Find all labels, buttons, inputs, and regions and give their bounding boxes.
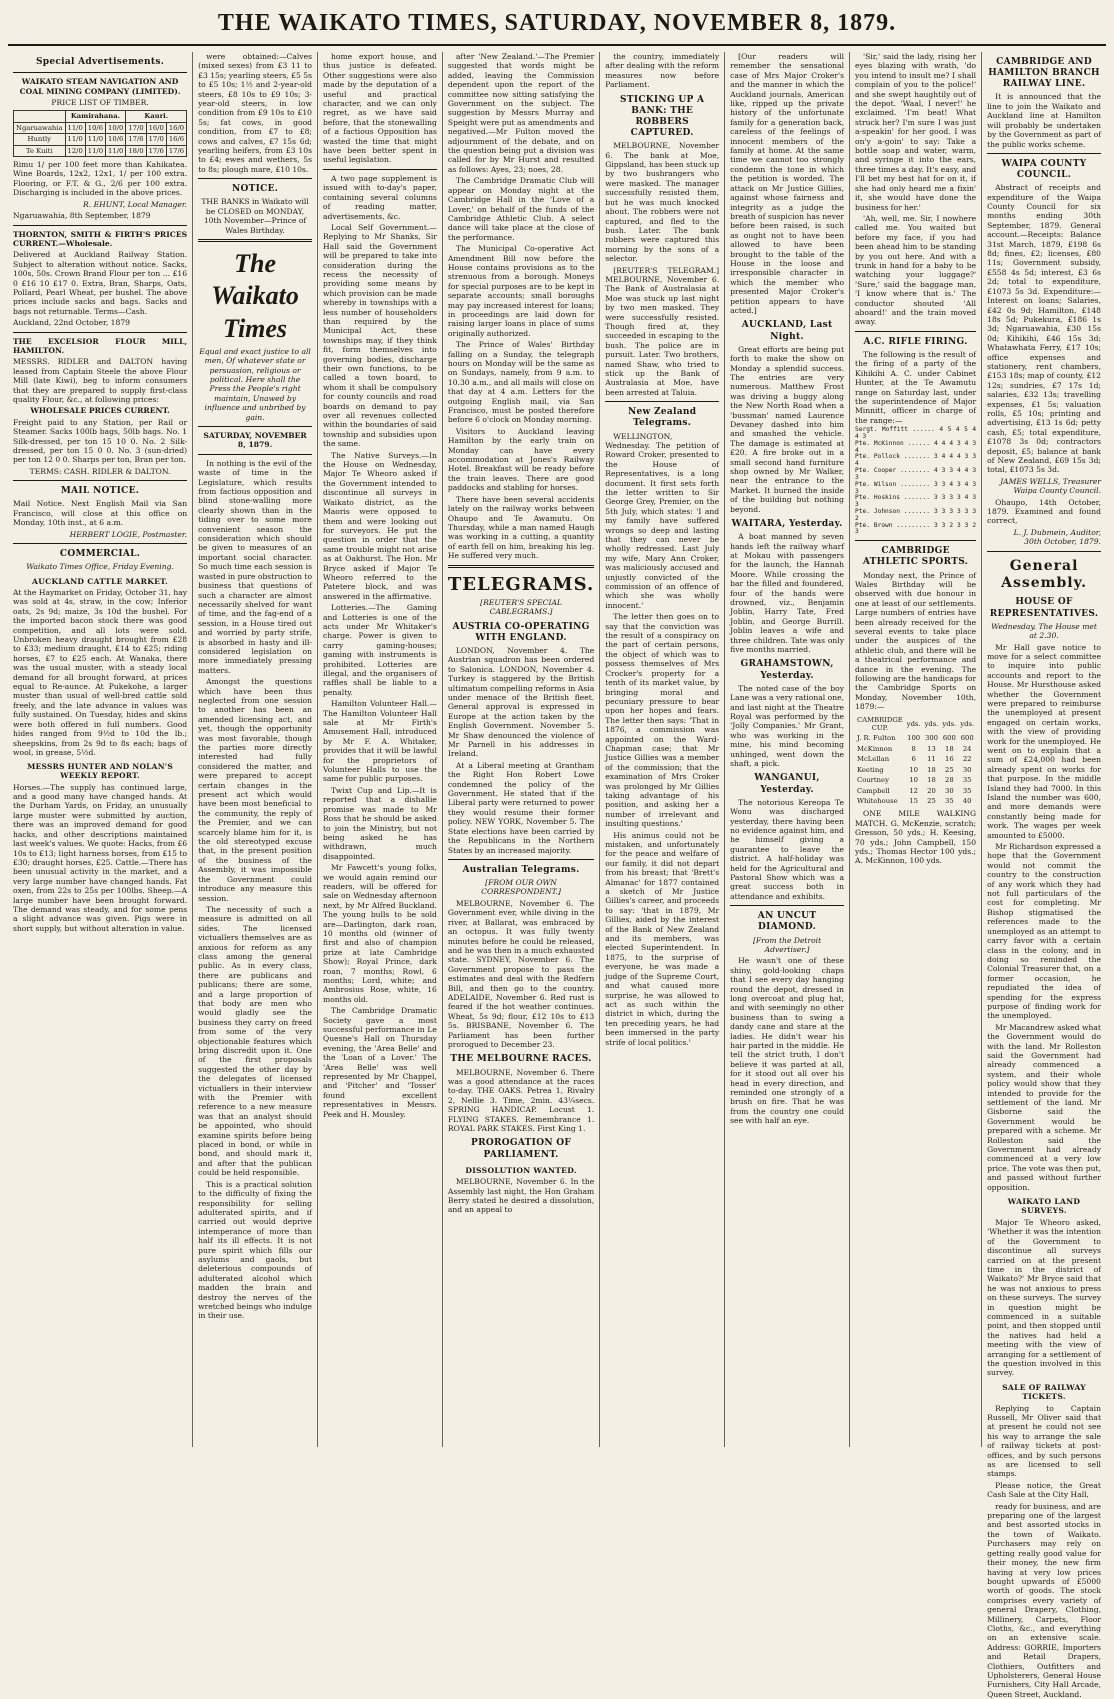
table-cell: 300: [925, 734, 938, 743]
article-paragraph: The noted case of the boy Lane was a very rational one, and last night at the Theatre Royal was performed by the 'Jolly Companies.' Mr Grant, who was working in the mine, his mind becoming unhinged, went down the shaft, a pick.: [730, 683, 845, 768]
article-paragraph: Abstract of receipts and expenditure of the Waipa County Council for six months ending 30th September, 1879. General account.—Receipts: Balance 31st March, 1879, £198 6s 8d; fines, £2; licenses, £80 11s; Government subsidy, £558 4s 5d; interest, £3 6s 2d; total to expenditure, £1073 5s 3d. Expenditure:—Interest on loans; Salaries, £42 0s 9d; Hamilton, £148 18s 5d; Pukekura, £186 1s 3d; Ngaruawahia, £30 15s 0d; Kihikihi, £46 15s 3d; Whatawhata Ferry, £17 10s; office expenses and stationery, rent chambers, £153 18s; map of county, £12 12s; sundries, £7 17s 1d; salaries, £32 13s; travelling expenses, £1 5s; valuation rolls, £5 10s; printing and advertising, £13 1s 6d; petty cash, £5; total expenditure, £1078 3s 0d; contractors deposit, £5; balance at bank of New Zealand, £69 15s 3d; total, £1073 5s 3d.: [987, 183, 1101, 475]
table-cell: 17/6: [126, 134, 146, 145]
australian-telegrams-heading: Australian Telegrams.: [462, 864, 580, 875]
article-paragraph: Lotteries.—The Gaming and Lotteries is one of the acts under Mr Whitaker's charge. Power is given to carry gaming-houses; gaming with instruments is prohibited. Lotteries are illegal, and the organisers of raffles shall be liable to a penalty.: [323, 603, 437, 697]
table-cell: 25: [945, 765, 954, 774]
table-cell: 18: [945, 744, 954, 753]
excelsior-price-list: Freight paid to any Station, per Rail or Steamer. Sacks 100lb bags, 50lb bags. No. 1 Silk-dressed, per ton 15 10 0. No. 2 Silk-dressed, per ton 15 0 0. No. 3 (sun-dried) per ton 12 0 0. Sharps per ton, Bran per ton.: [13, 417, 188, 465]
house-heading: HOUSE OF REPRESENTATIVES.: [989, 597, 1099, 619]
commercial-subheading: Waikato Times Office, Friday Evening.: [26, 562, 174, 572]
article-paragraph: 'Ah, well, me. Sir, I nowhere called me. You waited but before my face, if you had been ahead him to be standing by you out here. And with a trunk in hand for a baby to be watching your luggage?' 'Sure,' said the baggage man, 'I know where that is.' The conductor shouted 'All aboard!' and the train moved away.: [855, 213, 977, 327]
table-cell: 18: [927, 765, 936, 774]
article-paragraph: There have been several accidents lately on the railway works between Ohaupo and Te Awamutu. On Thursday, while a man named Haugh was working in a cutting, a quantity of earth fell on him, breaking his leg. He suffered very much.: [447, 494, 595, 561]
table-header-cell: CAMBRIDGE CUP.: [857, 715, 903, 733]
article-paragraph: The Prince of Wales' Birthday falling on a Sunday, the telegraph hours on Monday will be the same as on Sundays, namely, from 9 a.m. to 10.30 a.m., and all mails will close on that day at 4 a.m. Letters for the outgoing English mail, via San Francisco, must be posted therefore before 6 o'clock on Monday morning.: [447, 340, 595, 425]
table-row: [855, 775, 976, 785]
article-paragraph: [REUTER'S TELEGRAM.] MELBOURNE, November 6. The Bank of Australasia at Moe was stuck up last night by two men masked. They were successfully resisted. Though fired at, they succeeded in escaping to the bush. The police are in pursuit. Later. Two brothers, named Shaw, who tried to stick up the Bank of Australasia at Moe, have been arrested at Taluia.: [605, 265, 720, 397]
article-paragraph: It is announced that the line to join the Waikato and Auckland line at Hamilton will probably be undertaken by the Government as part of the public works scheme.: [987, 92, 1101, 149]
auckland-heading: AUCKLAND, Last Night.: [741, 320, 833, 342]
table-cell: 600: [960, 734, 974, 743]
column-1: [8, 52, 193, 1447]
table-cell: McKinnon: [857, 744, 893, 753]
list-item: Pte. Johnson ....... 3 3 3 3 3 3 2: [855, 507, 977, 522]
table-row: [855, 733, 976, 743]
table-cell: 10/0: [106, 122, 126, 133]
table-cell: 22: [962, 755, 972, 764]
article-paragraph: A two page supplement is issued with to-day's paper, containing several columns of reading matter, advertisements, &c.: [323, 173, 437, 221]
article-paragraph: Mr Richardson expressed a hope that the Government would not commit the country to the construction of any work which they had not full particulars of the cost for completing. Mr Bishop stigmatised the references made to the unemployed as an attempt to carry favor with a certain class in the colony, and in doing so reminded the Colonial Treasurer that, on a former occasion, he repudiated the idea of spending for the express purpose of finding work for the unemployed.: [987, 842, 1101, 1021]
steam-nav-date: Ngaruawahia, 8th September, 1879: [13, 211, 151, 221]
article-paragraph: MELBOURNE, November 6. There was a good attendance at the races to-day. THE OAKS. Petrea 1, Rivalry 2, Nellie 3. Time, 2min. 43¼secs. SPRING HANDICAP. Locust 1. FLYING STAKES. Remembrance 1. ROYAL PARK STAKES. First King 1.: [447, 1067, 595, 1133]
table-cell: 11/0: [85, 134, 105, 145]
leader-paragraph: Amongst the questions which have been thus neglected from one session to another has been an amended licensing act, and yet, though the opportunity was most favorable, though the parties more directly interested had fully considered the matter, and were prepared to accept certain changes in the present act which would have been most beneficial to the community, the reply of the Premier, and we can scarcely blame him for it, is the old stereotyped excuse that, in the present position of the business of the Assembly, it was impossible the Government could introduce any measure this session.: [198, 677, 312, 903]
cup-handicap-table: [855, 715, 976, 807]
article-paragraph: The following is the result of the firing of a party of the Kihikihi A. C. under Cabinet Hunter, at the Te Awamutu range on Saturday last, under the superintendence of Major Minnitt, officer in charge of the range:—: [855, 349, 977, 425]
rifle-firing-heading: A.C. RIFLE FIRING.: [863, 336, 968, 347]
table-row: [855, 786, 976, 796]
table-row: [855, 796, 976, 806]
list-item: Pte. Cooper ........ 4 3 3 4 4 3 3: [855, 467, 977, 481]
article-paragraph: He wasn't one of these shiny, gold-looking chaps that I see every day hanging round the depot, dressed in long overcoat and plug hat, and with seemingly no other business than to swing a dandy cane and stare at the ladies. He didn't wear his hair parted in the middle. He tell the strict truth, I don't believe it was parted at all, for it stood out all over his head in every direction, and reminded one strongly of a brush on fire. That he was from the country one could see with half an eye.: [730, 956, 845, 1126]
table-header-row: [14, 111, 187, 122]
table-cell: 10: [909, 776, 918, 785]
thornton-ad-body: Delivered at Auckland Railway Station. Subject to alteration without notice. Sacks, 100s, 50s. Crown Brand Flour per ton ... £16 0 £16 10 £17 0. Extra, Bran, Sharps, Oats, Pollard, Pearl Wheat, per bushel. The above prices include sacks and bags. Sacks and bags not returnable. Terms—Cash.: [13, 250, 188, 316]
table-cell: 17/6: [146, 145, 166, 156]
austria-heading: AUSTRIA CO-OPERATING WITH ENGLAND.: [452, 621, 590, 643]
table-header-row: [855, 715, 976, 734]
article-paragraph: Mr Hall gave notice to move for a select committee to inquire into public accounts and report to the House. Mr Hursthouse asked whether the Government were prepared to reimburse the unemployed at present engaged on certain works, with the view of providing work for the unemployed. He went on to explain that a sum of £24,000 had been already spent on works for that purpose. In the middle Island they had 7000. In this Island the number was 600, and more demands were constantly being made for work. The wages per week amounted to £5000.: [987, 642, 1101, 840]
table-cell: 35: [962, 776, 972, 785]
table-cell: 40: [962, 796, 972, 805]
article-paragraph: Monday next, the Prince of Wales Birthday will be observed with due honour in one at least of our settlements. Large numbers of entries have been already received for the several events to take place under the auspices of the athletic club, and there will be a theatrical performance and dance in the evening. The following are the handicaps for the Cambridge Sports on Monday, November 10th, 1879:—: [855, 570, 977, 712]
bank-robbery-heading: STICKING UP A BANK: THE ROBBERS CAPTURED.: [620, 94, 705, 139]
table-cell: Whitehouse: [857, 796, 898, 805]
table-cell: 25: [927, 796, 936, 805]
bank-notice-heading: NOTICE.: [231, 184, 279, 195]
uncut-diamond-heading: AN UNCUT DIAMOND.: [757, 911, 817, 933]
table-cell: 11/0: [85, 145, 105, 156]
telegrams-heading: TELEGRAMS.: [447, 573, 595, 595]
list-item: Pte. Hoskins ....... 3 3 3 3 4 3 3: [855, 494, 977, 509]
table-cell: Courtney: [857, 776, 889, 785]
article-paragraph: LONDON, November 4. The Austrian squadron has been ordered to Salonica. LONDON, November 4. Turkey is staggered by the British ultimatum compelling reforms in Asia under menace of the British fleet. General approval is expressed in Europe at the action taken by the English Government. November 5. Mr Shaw denounced the violence of Mr Parnell in his addresses in Ireland.: [447, 645, 595, 759]
table-cell: 30: [962, 765, 972, 774]
article-paragraph: Great efforts are being put forth to make the show on Monday a splendid success. The entries are very numerous. Matthew Frost was driving a buggy along the New North Road when a 'bussman' named Laurence Devaney dashed into him and smashed the vehicle. The damage is estimated at £20. A fire broke out in a small second hand furniture shop owned by Mr Walker, near the entrance to the Market. It burned the inside of the building but nothing beyond.: [730, 344, 845, 514]
cattle-market-body: At the Haymarket on Friday, October 31, hay was sold at 4s, straw, in the cow; Inferior oats, 2s 9d; maize, 3s 10d the bushel. For the imported bacon stock there was good competition, and all lots were sold. Unbroken heavy draught brought from £28 to £33; medium draught, £14 to £25; riding horses, £7 to £25 each. At Wanaka, there was the usual muster, with a steady local demand for all brought forward, at prices equal to Re-aunce. At Pukekohe, a larger muster than usual of well-bred cattle sold freely, and the late advance in values was fully sustained. On Tuesday, hides and skins were both offered in full numbers. Good hides ranged from 9½d to 10d the lb.; sheepskins, from 2s 9d to 8s each; bags of wool, in grease, 5½d.: [13, 588, 188, 757]
article-paragraph: His animus could not be mistaken, and unfortunately for the peace and welfare of our family, it did not depart from his breast; that 'Brett's Almanac' for 1877 contained a sketch of Mr Justice Gillies's career, and proceeds to say: 'that in 1879, Mr Gillies, aided by the interest of the Bank of New Zealand and its members, was elected Superintendent. In 1875, to the surprise of everyone, he was made a judge of the Supreme Court, and what caused more surprise, he was allowed to act as such within the district in which, during the ten preceding years, he had been immersed in the party strife of local politics.': [605, 830, 720, 1047]
article-paragraph: At a Liberal meeting at Grantham the Right Hon Robert Lowe condemned the policy of the Government. He stated that if the Liberal party were returned to power they would resume their former policy. NEW YORK, November 5. The State elections have been carried by the Republicans in the Northern States by an increased majority.: [447, 760, 595, 855]
continued-report: were obtained:—Calves (mixed sexes) from £3 11 to £3 15s; yearling steers, £5 5s to £5 10s; 1½ and 2-year-old steers, £8 10s to £9 10s; 3-year-old steers, in low condition from £9 10s to £10 5s; fat cows, in good condition, from £7 to £8; cows and calves, £7 15s 6d; yearling heifers, from £3 10s to £4; ewes and wethers, 5s to 8s; plough mare, £10 10s.: [198, 52, 312, 174]
article-paragraph: MELBOURNE, November 6. In the Assembly last night, the Hon Graham Berry stated he desired a dissolution, and an appeal to: [447, 1177, 595, 1215]
mail-notice-signature: HERBERT LOGIE, Postmaster.: [69, 529, 188, 539]
prorogation-heading: PROROGATION OF PARLIAMENT.: [471, 1138, 572, 1160]
article-paragraph: Hamilton Volunteer Hall.—The Hamilton Volunteer Hall sale at Mr Firth's Amusement Hall, introduced by Mr F. A. Whitaker, provides that it will be lawful for the proprietors of Volunteer Halls to use the same for public purposes.: [323, 699, 437, 784]
leader-paragraph: This is a practical solution to the difficulty of fixing the responsibility for selling adulterated spirits, and if carried out would deprive intemperance of more than half its ill effects. It is not pure spirit which fills our asylums and gaols, but deleterious compounds of adulterated alcohol which madden the brain and destroy the nerves of the wretched beings who indulge in their use.: [198, 1179, 312, 1321]
article-paragraph: The Cambridge Dramatic Society gave a most successful performance in Le Quesne's Hall on Thursday evening, the 'Area Belle' and the 'Loan of a Lover.' The 'Area Belle' was well represented by Mr Chappel, and 'Pitcher' and 'Tosser' found excellent representatives in Messrs. Peek and H. Mousley.: [323, 1006, 437, 1119]
table-cell: 600: [942, 734, 956, 743]
table-cell: 11: [927, 755, 936, 764]
table-cell: 8: [911, 744, 916, 753]
article-paragraph: The notorious Kereopa Te Wonu was discharged yesterday, there having been no evidence against him, and he himself giving a guarantee to leave the district. A half-holiday was held for the Agricultural and Pastoral Show which was a great success both in attendance and exhibits.: [730, 797, 845, 901]
article-paragraph: The letter then goes on to say that the conviction was the result of a conspiracy on the part of certain persons, the object of which was to possess themselves of Mrs Crocker's property for a tenth of its market value, by bringing moral and pecuniary pressure to bear upon her hopes and fears. The letter then says: 'That in 1876, a commission was appointed on the Ward-Chapman case; that Mr Justice Gillies was a member of the commission; that the examination of Mrs Croker was prolonged by Mr Gillies taking advantage of his position, and asking her a number of irrelevant and insulting questions.': [605, 612, 720, 829]
excelsior-terms: TERMS: CASH. RIDLER & DALTON.: [29, 466, 171, 476]
steam-nav-signature: R. EHUNT, Local Manager.: [83, 199, 188, 209]
list-item: Sergt. Moffitt ...... 4 5 4 5 4 4 3: [855, 426, 977, 440]
issue-date: SATURDAY, NOVEMBER 8, 1879.: [203, 431, 307, 450]
article-paragraph: The Municipal Co-operative Act Amendment Bill now before the House contains provisions as to the strenuous from a borough. Moneys for special purposes are to be kept in separate accounts; small boroughs may pay increased interest for loans; in proceedings are laid down for raising larger loans in place of sums originally authorized.: [447, 244, 595, 338]
article-paragraph: Mr Macandrew asked what the Government would do with the land. Mr Rolleston said the Government had already commenced a system, and their whole policy would show that they intended to provide for the settlement of the land. Mr Gisborne said the Government would be prepared with a scheme. Mr Rolleston said the Government had already commenced at a very low price. The vote was then put, and passed without further opposition.: [987, 1022, 1101, 1192]
special-ads-heading: Special Advertisements.: [35, 57, 165, 67]
excelsior-prices-heading: WHOLESALE PRICES CURRENT.: [30, 406, 170, 416]
article-paragraph: The Cambridge Dramatic Club will appear on Monday night at the Cambridge Hall in the 'Love of a Lover,' on behalf of the funds of the Cambridge Athletic Club. A select dance will take place at the close of the performance.: [447, 176, 595, 242]
article-paragraph: after 'New Zealand.'—The Premier suggested that words might be added, leaving the Commission dependent upon the report of the committee now sitting satisfying the Government on the subject. The suggestion by Messrs Murray and Speight were put as amendments and negatived.—Mr Fulton moved the adjournment of the debate, and on the question being put a division was called for by Mr Hurst and resulted as follows: Ayes, 23; noes, 28.: [447, 52, 595, 174]
land-surveys-heading: WAIKATO LAND SURVEYS.: [1007, 1197, 1081, 1216]
article-paragraph: Visitors to Auckland leaving Hamilton by the early train on Monday can have every accommodation at Jones's Railway Hotel. Breakfast will be ready before the train leaves. There are good paddocks and stabling for horses.: [447, 426, 595, 493]
excelsior-ad-body: MESSRS. RIDLER and DALTON having leased from Captain Steele the above Flour Mill (late Kiwi), beg to inform consumers that they are prepared to supply first-class quality Flour, &c., at following prices:: [13, 357, 188, 404]
column-2: [193, 52, 318, 1447]
mail-notice-heading: MAIL NOTICE.: [60, 486, 140, 497]
weekly-report-heading: MESSRS HUNTER AND NOLAN'S WEEKLY REPORT.: [27, 762, 173, 781]
article-paragraph: the country, immediately after dealing with the reform measures now before Parliament.: [605, 52, 720, 90]
table-header-cell: Kauri.: [126, 111, 187, 122]
column-5: [600, 52, 725, 1447]
general-assembly-heading: General Assembly.: [1001, 557, 1087, 592]
column-4: [443, 52, 600, 1447]
list-item: Pte. Wilson ........ 3 3 4 3 4 3 3: [855, 480, 977, 495]
column-8: [982, 52, 1106, 1699]
table-cell: 24: [962, 744, 972, 753]
waipa-council-heading: WAIPA COUNTY COUNCIL.: [1001, 158, 1087, 181]
table-cell: 10: [909, 765, 918, 774]
newspaper-flag: The Waikato Times: [211, 249, 299, 343]
article-paragraph: A boat manned by seven hands left the railway wharf at Mokau with passengers for the launch, the Hannah Moore. While crossing the bar the filled and foundered, four of the hands were drowned, viz., Benjamin Joblin, Harry Tate, Fred Joblin, and George Burrill. Joblin leaves a wife and three children. Tate was only five months married.: [730, 532, 845, 655]
table-cell: 17/0: [146, 134, 166, 145]
railway-heading: CAMBRIDGE AND HAMILTON BRANCH RAILWAY LINE.: [988, 57, 1100, 90]
table-row: [14, 134, 187, 145]
table-header-cell: [14, 111, 66, 122]
article-paragraph: MELBOURNE, November 6. The bank at Moe, Gippsland, has been stuck up by two bushrangers who were masked. The manager successfully resisted them, but he was much knocked about. The robbers were not captured, and fled to the bush. Later. The bank robbers were captured this morning by the sons of a selector.: [605, 141, 720, 264]
table-row: [855, 765, 976, 775]
page-title: THE WAIKATO TIMES, SATURDAY, NOVEMBER 8, 1879.: [217, 10, 897, 36]
steam-nav-ad-title: WAIKATO STEAM NAVIGATION AND COAL MINING COMPANY (LIMITED).: [19, 77, 181, 96]
wanganui-heading: WANGANUI, Yesterday.: [754, 773, 820, 795]
table-cell: 11/0: [65, 122, 85, 133]
table-cell: Ngaruawahia: [14, 122, 66, 133]
telegrams-subheading: [REUTER'S SPECIAL CABLEGRAMS.]: [480, 597, 562, 617]
table-cell: 13: [927, 744, 936, 753]
table-cell: 28: [945, 776, 954, 785]
grahamstown-heading: GRAHAMSTOWN, Yesterday.: [740, 659, 834, 681]
table-row: [14, 145, 187, 156]
dissolution-subheading: DISSOLUTION WANTED.: [465, 1165, 577, 1175]
advert-lead: Please notice, the Great Cash Sale at the City Hall,: [987, 1480, 1101, 1500]
table-cell: 10/6: [106, 134, 126, 145]
table-cell: 11/0: [65, 134, 85, 145]
article-paragraph: home export house, and thus justice is defeated. Other suggestions were also made by the deputation of a useful and practical character, and we can only regret, as we have said before, that the stonewalling of a factious Opposition has wasted the time that might have been better spent in useful legislation.: [323, 52, 437, 165]
article-paragraph: 'Sir,' said the lady, rising her eyes blazing with wrath, 'do you intend to insult me? I shall complain of you to the police!' and she swept haughtily out of the depot. 'Waal, I never!' he exclaimed. 'I'm beat! What struck her? I'm sure I was just a-speakin' for her good. I was on'y a-goin' to say: Take a bottle soap and water, warm, and syringe it into the ears, three times a day. It's easy, and I'll bet my best hat for on it, if she had only heard me a fixin' it, she would have done the business for her.': [855, 52, 977, 212]
commercial-heading: COMMERCIAL.: [59, 549, 141, 560]
article-paragraph: The Native Surveys.—In the House on Wednesday, Major Te Wheoro asked if the Government intended to discontinue all surveys in Waikato district, as the Maoris were opposed to them and were looking out for surveyors. He put the question in order that the same trouble might not arise as at Oakhurst. The Hon. Mr Bryce asked if Major Te Wheoro referred to the Patetere block, and was answered in the affirmative.: [323, 450, 437, 601]
steam-nav-body: Rimu 1/ per 100 feet more than Kahikatea. Wine Boards, 12x2, 12x1, 1/ per 100 extra. Flooring, or F.T. & G., 2/6 per 100 extra. Discharging is included in the above prices.: [13, 160, 188, 198]
timber-price-heading: PRICE LIST OF TIMBER.: [51, 97, 149, 107]
columns: [8, 52, 1106, 1699]
list-item: Pte. McKinnon ...... 4 4 4 3 4 3 4: [855, 439, 977, 454]
table-row: [855, 744, 976, 754]
leader-paragraph: In nothing is the evil of the waste of time in the Legislature, which results from factious opposition and blind stone-walling more clearly shown than in the tiding over to some more convenient season the consideration which should be given to measures of an important social character. So much time each session is wasted in pure obstruction to business that questions of such a character are almost necessarily shelved for want of time, and the fag-end of a session, in a House tired out and worried by party strife, is absorbed in hasty and ill-considered legislation on more immediately pressing matters.: [198, 458, 313, 675]
auditor-signature: L. J. Dubmein, Auditor, 30th October, 1879.: [1013, 527, 1101, 547]
table-cell: 20: [927, 786, 936, 795]
table-row: [14, 122, 187, 133]
table-cell: 10/6: [85, 122, 105, 133]
table-cell: 17/6: [166, 145, 186, 156]
table-cell: 35: [945, 796, 954, 805]
article-paragraph: Twixt Cup and Lip.—It is reported that a dishallie promise was made to Mr Ross that he should be asked to join the Ministry, but not being asked he has withdrawn, much disappointed.: [323, 785, 437, 861]
mail-notice-body: Mail Notice. Next English Mail via San Francisco, will close at this office on Monday, 10th inst., at 6 a.m.: [13, 499, 188, 528]
article-paragraph: Major Te Wheoro asked, 'Whether it was the intention of the Government to discontinue all surveys carried on at the present time in the district of Waikato?' Mr Bryce said that he was not anxious to press on these surveys. The survey in question might be commenced in a suitable point, and then stopped until the natives had held a meeting with the view of arranging for a settlement of the question involved in this survey.: [987, 1217, 1101, 1378]
table-row: [855, 754, 976, 764]
newspaper-motto: Equal and exact justice to all men, Of whatever state or persuasion, religious or political. Here shall the Press the People's right maintain, Unawed by influence and unbribed by gain.: [199, 346, 311, 422]
railway-tickets-heading: SALE OF RAILWAY TICKETS.: [1002, 1382, 1086, 1402]
table-header-cell: yds.: [906, 719, 921, 728]
table-cell: 16/0: [166, 122, 186, 133]
table-cell: 18/0: [126, 145, 146, 156]
bank-notice-body: THE BANKS in Waikato will be CLOSED on MONDAY, 10th November—Prince of Wales Birthday.: [201, 197, 309, 235]
table-cell: Te Kuiti: [14, 145, 66, 156]
table-cell: Campbell: [857, 786, 890, 795]
table-cell: Huntly: [14, 134, 66, 145]
table-cell: 18: [927, 776, 936, 785]
list-item: Pte. Pollock ....... 3 4 4 4 3 3 4: [855, 453, 977, 468]
column-3: [318, 52, 443, 1447]
uncut-diamond-source: [From the Detroit Advertiser.]: [752, 935, 822, 954]
house-subheading: Wednesday. The House met at 2.30.: [991, 621, 1097, 641]
table-cell: 35: [962, 786, 972, 795]
table-cell: 17/0: [126, 122, 146, 133]
athletic-sports-heading: CAMBRIDGE ATHLETIC SPORTS.: [862, 546, 969, 568]
article-paragraph: ONE MILE WALKING MATCH. G. McKenzie, scratch; Gresson, 50 yds.; H. Keesing, 70 yds.; John Campbell, 150 yds.; Thomas Hector 100 yds.; A. McKinnon, 100 yds.: [855, 809, 977, 866]
melbourne-races-heading: THE MELBOURNE RACES.: [450, 1054, 592, 1065]
australian-telegrams-subheading: [FROM OUR OWN CORRESPONDENT.]: [481, 878, 561, 897]
masthead: [8, 10, 1106, 46]
list-item: Pte. Brown ......... 3 3 2 3 3 2 3: [855, 521, 977, 536]
table-cell: 15: [909, 796, 918, 805]
thornton-ad-date: Auckland, 22nd October, 1879: [13, 318, 130, 328]
rifle-score-table: [855, 427, 976, 536]
table-cell: 30: [945, 786, 954, 795]
timber-price-table: [13, 110, 187, 157]
article-paragraph: ready for business, and are preparing one of the largest and best assorted stocks in the town of Waikato. Purchasers may rely on getting really good value for their money, the new firm having at very low prices bought upwards of £5000 worth of goods. The stock comprises every variety of general Drapery, Clothing, Millinery, Carpets, Floor Cloths, &c., and everything on an extensive scale. Address: GORRIE, Importers and Retail Drapers, Clothiers, Outfitters and Upholsterers, General House Furnishers, City Hall Arcade, Queen Street, Auckland.: [987, 1501, 1101, 1699]
table-cell: 12: [909, 786, 918, 795]
thornton-ad-title: THORNTON, SMITH & FIRTH'S PRICES CURRENT.—Wholesale.: [13, 229, 188, 248]
table-header-cell: yds.: [942, 719, 957, 728]
table-cell: 100: [907, 734, 921, 743]
table-cell: J. R. Fulton: [857, 734, 896, 743]
nz-telegrams-heading: New Zealand Telegrams.: [628, 407, 697, 429]
waitara-heading: WAITARA, Yesterday.: [731, 519, 843, 529]
leader-paragraph: The necessity of such a measure is admitted on all sides. The licensed victuallers themselves are as anxious for reform as any class among the general public. As in every class, there are publicans and publicans; there are some, and a large proportion of that body are men who would gladly see the business they carry on freed from some of the very objectionable features which bring discredit upon it. One of the first proposals suggested the other day by the delegates of licensed victuallers in their interview with the Premier with reference to a new measure was that an analyst should be appointed, who should examine spirits before being placed in bond, or while in bond, and should mark it, and after that the publican could be held responsible.: [198, 904, 312, 1178]
table-header-cell: Kamirahana.: [65, 111, 126, 122]
waipa-date: Ohaupo, 14th October, 1879. Examined and found correct,: [987, 497, 1101, 526]
table-cell: 16/0: [146, 122, 166, 133]
weekly-report-body: Horses.—The supply has continued large, and a good many have changed hands. At the Durham Yards, on Friday, an unusually large muster were submitted by auction, there was an improved demand for good hacks, and other descriptions maintained last week's values. We quote: Hacks, from £6 10s to £13; light harness horses, from £15 to £30; draught horses, £25. Cattle.—There has been unusual activity in the market, and a very large number have changed hands. Fat oxen, from 22s to 25s per 100lbs. Sheep.—A large number have been brought forward. The demand was steady, and for some pens a slight advance was given. Pigs were in short supply, but without alteration in value.: [13, 782, 188, 933]
article-paragraph: Replying to Captain Russell, Mr Oliver said that at present he could not see his way to arrange the sale of railway tickets at post-offices, and by such persons as are licensed to sell stamps.: [987, 1403, 1101, 1479]
cattle-market-heading: AUCKLAND CATTLE MARKET.: [32, 576, 169, 586]
waipa-signature: JAMES WELLS, Treasurer Waipa County Council.: [1000, 476, 1101, 496]
table-cell: 16: [945, 755, 954, 764]
article-paragraph: Local Self Government.—Replying to Mr Shanks, Sir Hall said the Government will be prepared to take into consideration during the recess the necessity of providing some means by which provision can be made whereby in townships with a less number of householders than required by the Municipal Act, these townships may, if they think fit, form themselves into governing bodies, discharge their own functions, to be called a town board, to whom it shall be compulsory for county councils and road boards on demand to pay over all revenues collected within the boundaries of said township and subsidies upon the same.: [323, 222, 437, 449]
table-cell: Keeting: [857, 765, 884, 774]
article-paragraph: Mr Fawcett's young folks, we would again remind our readers, will be offered for sale on Wednesday afternoon next, by Mr Alfred Buckland. The young bulls to be sold are—Darlington, dark roan, 10 months old (winner of first and also of champion prize at late Cambridge Show); Royal Prince, dark roan, 7 months; Rowl, 6 months; Lord, white; and Ambrosius Rose, white, 16 months old.: [323, 863, 437, 1004]
excelsior-ad-title: THE EXCELSIOR FLOUR MILL, HAMILTON.: [13, 336, 188, 355]
article-paragraph: MELBOURNE, November 6. The Government ever, while diving in the river, at Ballarat, was embraced by an octopus. It was fully twenty minutes before he could be released, and he was then in a much exhausted state. SYDNEY, November 6. The Government propose to pass the estimates and deal with the Redfern Bill, and then go to the country. ADELAIDE, November 6. Red rust is feared if the hot weather continues. Wheat, 5s 9d; flour, £12 10s to £13 5s. BRISBANE, November 6. The Parliament has been further prorogued to December 23.: [447, 898, 595, 1049]
table-cell: 6: [911, 755, 916, 764]
table-cell: 16/6: [166, 134, 186, 145]
column-7: [850, 52, 982, 1447]
table-cell: 11/0: [106, 145, 126, 156]
column-6: [725, 52, 850, 1447]
article-paragraph: WELLINGTON, Wednesday. The petition of Roward Croker, presented to the House of Representatives, is a long document. It first sets forth the letter written to Sir George Grey, Premier, on the 5th July, which states: 'I and my family have suffered wrongs so deep and lasting that they can never be wholly redressed. Last July my wife, Mary Ann Croker, was maliciously accused and unjustly convicted of the commission of an offence of which she was wholly innocent.': [605, 431, 720, 610]
article-paragraph: [Our readers will remember the sensational case of Mrs Major Croker's and the manner in which the Auckland journals, American like, ripped up the private history of the unfortunate family for a generation back, careless of the feelings of innocent members of the family at home. At the same time we cannot too strongly condemn the tone in which the petition is worded. The attack on Mr Justice Gillies, against whose fairness and integrity as a judge the breath of suspicion has never before been raised, is such as ought not to have been allowed to have been brought to the table of the House in the loose and irresponsible character in which the member who presented Major Croker's petition appears to have acted.]: [730, 52, 845, 315]
table-header-cell: yds.: [924, 719, 939, 728]
table-cell: McLellan: [857, 755, 890, 764]
table-header-cell: yds.: [960, 719, 975, 728]
table-cell: 12/0: [65, 145, 85, 156]
